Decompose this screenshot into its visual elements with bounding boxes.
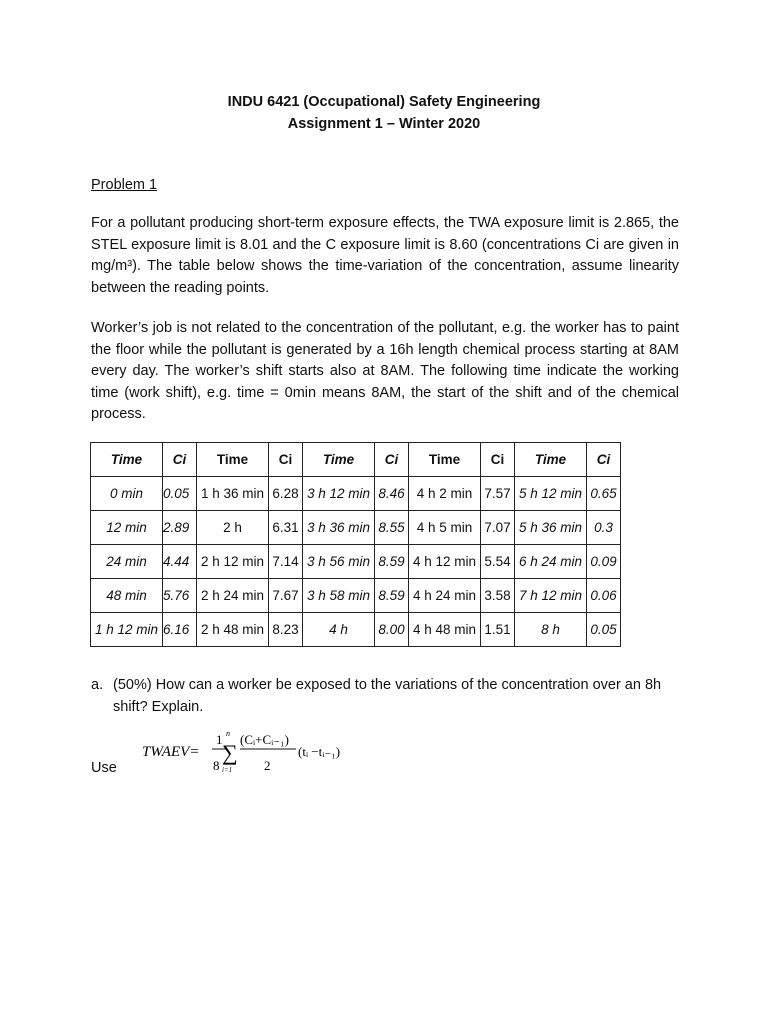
header-time: Time [197, 443, 269, 477]
table-cell: 24 min [91, 545, 163, 579]
table-cell: 4 h 12 min [409, 545, 481, 579]
table-cell: 8.23 [269, 613, 303, 647]
table-cell: 3.58 [481, 579, 515, 613]
table-cell: 8.59 [375, 545, 409, 579]
use-label: Use [91, 760, 117, 776]
table-cell: 0.3 [587, 511, 621, 545]
table-cell: 8 h [515, 613, 587, 647]
formula-sum-lower: i=1 [222, 766, 233, 774]
table-cell: 5.76 [163, 579, 197, 613]
table-cell: 4 h 2 min [409, 477, 481, 511]
table-cell: 4 h [303, 613, 375, 647]
table-cell: 8.59 [375, 579, 409, 613]
header-ci: Ci [163, 443, 197, 477]
document-title: INDU 6421 (Occupational) Safety Engineering [227, 94, 541, 110]
table-cell: 0 min [91, 477, 163, 511]
table-cell: 4.44 [163, 545, 197, 579]
table-cell: 2.89 [163, 511, 197, 545]
problem-paragraph-1: For a pollutant producing short-term exposure effects, the TWA exposure limit is 2.865, the STEL exposure limit is 8.01 and the C exposure limit is 8.60 (concentrations Ci are given in mg/m³). The table below shows the time-variation of the concentration, assume linearity between the reading points. [91, 215, 679, 296]
table-cell: 6.31 [269, 511, 303, 545]
header-ci: Ci [587, 443, 621, 477]
header-ci: Ci [269, 443, 303, 477]
concentration-table [90, 442, 621, 647]
table-cell: 4 h 48 min [409, 613, 481, 647]
table-cell: 2 h [197, 511, 269, 545]
table-cell: 2 h 48 min [197, 613, 269, 647]
table-cell: 48 min [91, 579, 163, 613]
table-cell: 0.09 [587, 545, 621, 579]
header-time: Time [303, 443, 375, 477]
header-ci: Ci [375, 443, 409, 477]
formula-tail: (tᵢ −tᵢ₋₁) [298, 744, 341, 759]
table-cell: 1 h 36 min [197, 477, 269, 511]
question-text: (50%) How can a worker be exposed to the variations of the concentration over an 8h shift? Explain. [113, 677, 662, 715]
table-cell: 5.54 [481, 545, 515, 579]
table-cell: 3 h 36 min [303, 511, 375, 545]
table-cell: 8.55 [375, 511, 409, 545]
table-cell: 0.65 [587, 477, 621, 511]
formula-frac1-numerator: 1 [216, 732, 223, 747]
table-cell: 7.67 [269, 579, 303, 613]
table-cell: 6.28 [269, 477, 303, 511]
header-ci: Ci [481, 443, 515, 477]
table-cell: 4 h 24 min [409, 579, 481, 613]
table-row [91, 579, 621, 613]
problem-paragraph-2: Worker’s job is not related to the concentration of the pollutant, e.g. the worker has to paint the floor while the pollutant is generated by a 16h length chemical process starting at 8AM every day. The worker’s shift starts also at 8AM. The following time indicate the working time (work shift), e.g. time = 0min means 8AM, the start of the shift and of the chemical process. [91, 320, 679, 422]
question-marker: a. [91, 677, 104, 693]
table-cell: 2 h 24 min [197, 579, 269, 613]
table-cell: 7.07 [481, 511, 515, 545]
document-subtitle: Assignment 1 – Winter 2020 [287, 116, 481, 132]
table-cell: 6.16 [163, 613, 197, 647]
table-row [91, 545, 621, 579]
table-cell: 5 h 36 min [515, 511, 587, 545]
table-cell: 6 h 24 min [515, 545, 587, 579]
formula-frac2-numerator: (Cᵢ+Cᵢ₋₁) [240, 732, 289, 747]
table-cell: 2 h 12 min [197, 545, 269, 579]
table-cell: 3 h 12 min [303, 477, 375, 511]
table-cell: 1 h 12 min [91, 613, 163, 647]
header-time: Time [409, 443, 481, 477]
table-row [91, 511, 621, 545]
table-cell: 8.00 [375, 613, 409, 647]
formula-frac1-denominator: 8 [213, 758, 220, 773]
table-cell: 1.51 [481, 613, 515, 647]
table-cell: 0.06 [587, 579, 621, 613]
table-cell: 5 h 12 min [515, 477, 587, 511]
table-cell: 12 min [91, 511, 163, 545]
header-time: Time [91, 443, 163, 477]
table-row [91, 613, 621, 647]
table-cell: 4 h 5 min [409, 511, 481, 545]
table-cell: 7.57 [481, 477, 515, 511]
formula-sum-upper: n [226, 729, 230, 738]
table-cell: 8.46 [375, 477, 409, 511]
table-cell: 7 h 12 min [515, 579, 587, 613]
table-cell: 3 h 58 min [303, 579, 375, 613]
formula-frac2-denominator: 2 [264, 758, 271, 773]
table-header-row [91, 443, 621, 477]
table-cell: 7.14 [269, 545, 303, 579]
problem-heading: Problem 1 [91, 177, 158, 193]
summation-icon: ∑ [222, 740, 238, 765]
table-cell: 0.05 [163, 477, 197, 511]
formula-lhs: TWAEV= [142, 744, 200, 760]
table-row [91, 477, 621, 511]
table-cell: 0.05 [587, 613, 621, 647]
header-time: Time [515, 443, 587, 477]
twaev-formula [140, 728, 360, 778]
question-a [91, 675, 679, 718]
table-cell: 3 h 56 min [303, 545, 375, 579]
